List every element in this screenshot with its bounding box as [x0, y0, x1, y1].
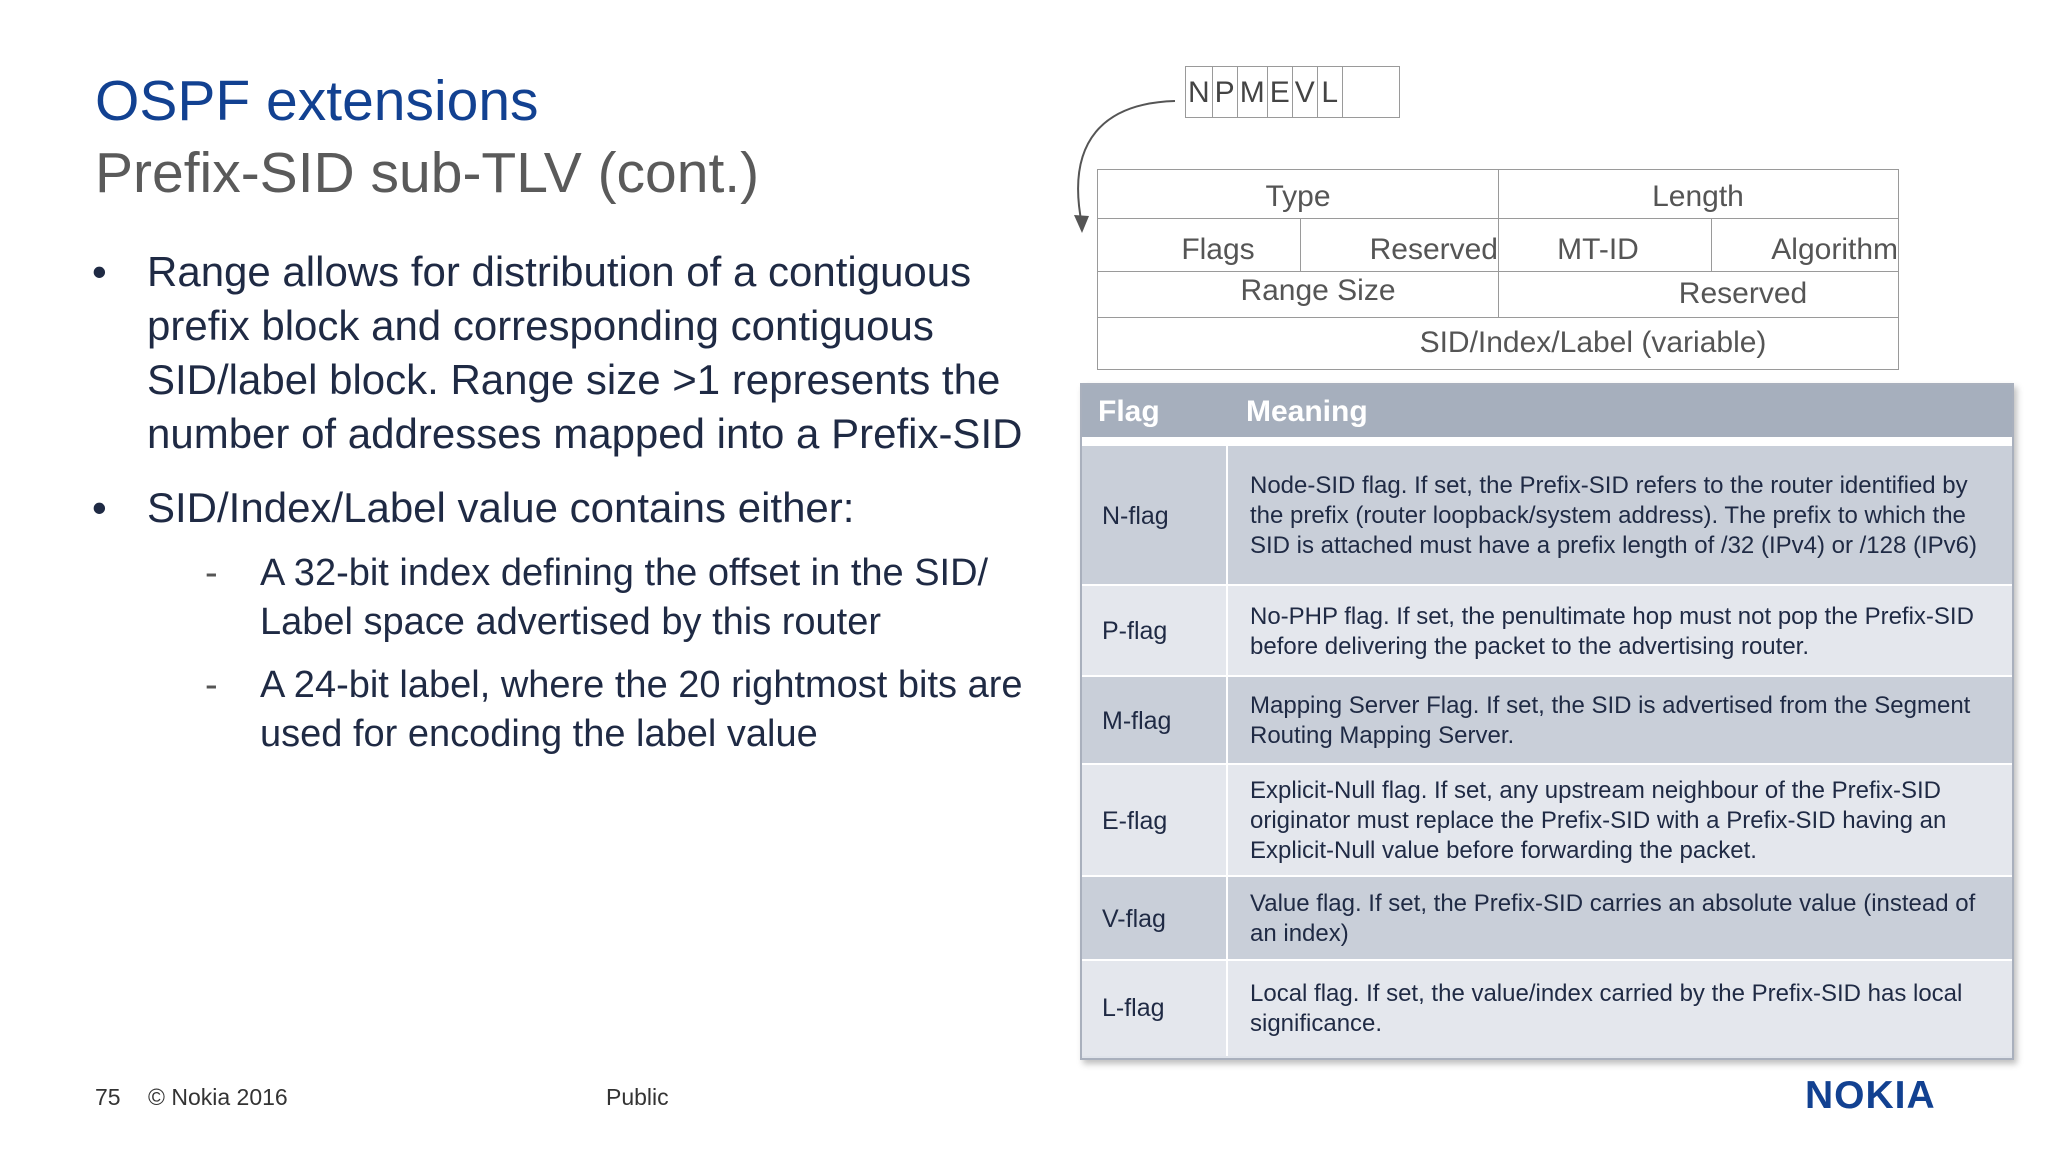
flag-bit-n: N [1186, 67, 1213, 117]
flag-bit-p: P [1213, 67, 1238, 117]
table-row [1082, 584, 2012, 677]
row-meaning: Mapping Server Flag. If set, the SID is advertised from the Segment Routing Mapping Server. [1250, 692, 1971, 749]
row-flag: N-flag [1082, 446, 1228, 586]
table-row [1082, 959, 2012, 1056]
sub-bullet-index [92, 549, 1052, 647]
tlv-algorithm: Algorithm [1771, 233, 1898, 266]
row-meaning: No-PHP flag. If set, the penultimate hop must not pop the Prefix-SID before delivering the packet to the advertising router. [1250, 602, 1974, 660]
row-meaning: Value flag. If set, the Prefix-SID carries an absolute value (instead of an index) [1250, 890, 1976, 947]
sub-bullet-dash: - [205, 552, 218, 594]
flag-bits-diagram [1185, 66, 1400, 118]
slide-title: OSPF extensions [95, 69, 539, 133]
table-row [1082, 875, 2012, 961]
row-flag: V-flag [1082, 877, 1228, 961]
copyright: © Nokia 2016 [148, 1084, 288, 1110]
classification-label: Public [606, 1084, 669, 1110]
flag-bit-v: V [1293, 67, 1318, 117]
flag-bit-m: M [1238, 67, 1268, 117]
tlv-sid-index-label: SID/Index/Label (variable) [1419, 326, 1767, 359]
bullet-list [92, 245, 1052, 759]
flag-bit-e: E [1268, 67, 1293, 117]
bullet-sid-value [92, 481, 1052, 535]
row-flag: L-flag [1082, 961, 1228, 1056]
flags-table [1080, 383, 2014, 1060]
sub-bullet-text: A 24-bit label, where the 20 rightmost bits are used for encoding the label value [260, 664, 1023, 755]
table-row [1082, 444, 2012, 586]
tlv-length: Length [1652, 180, 1744, 213]
tlv-range-size: Range Size [1240, 274, 1396, 307]
row-meaning: Explicit-Null flag. If set, any upstream neighbour of the Prefix-SID originator must replace the Prefix-SID with a Prefix-SID having an Explicit-Null value before forwarding the packet. [1250, 777, 1947, 864]
row-flag: E-flag [1082, 765, 1228, 877]
row-flag: P-flag [1082, 586, 1228, 677]
table-row [1082, 763, 2012, 877]
page-number: 75 [95, 1084, 121, 1110]
sub-bullet-dash: - [205, 664, 218, 706]
tlv-flags: Flags [1181, 233, 1255, 266]
bullet-dot: • [92, 484, 107, 531]
tlv-reserved: Reserved [1369, 233, 1498, 266]
bullet-range [92, 245, 1052, 461]
table-row [1082, 675, 2012, 765]
prefix-sid-tlv-diagram [1097, 169, 1899, 370]
row-meaning: Node-SID flag. If set, the Prefix-SID refers to the router identified by the prefix (router loopback/system address). The prefix to which the SID is attached must have a prefix length of /32 (IPv4) or /128 (IPv6) [1250, 472, 1978, 559]
row-meaning: Local flag. If set, the value/index carried by the Prefix-SID has local significance. [1250, 979, 1963, 1037]
nokia-logo: NOKIA [1805, 1074, 1936, 1117]
slide-subtitle: Prefix-SID sub-TLV (cont.) [95, 141, 760, 205]
bullet-text: SID/Index/Label value contains either: [147, 484, 855, 531]
flag-bit-unused [1343, 67, 1399, 117]
tlv-mt-id: MT-ID [1557, 233, 1639, 266]
sub-bullet-text: A 32-bit index defining the offset in the SID/ Label space advertised by this router [260, 552, 989, 643]
row-flag: M-flag [1082, 677, 1228, 765]
tlv-reserved-2: Reserved [1678, 277, 1808, 310]
tlv-type: Type [1265, 180, 1331, 213]
header-flag: Flag [1098, 395, 1160, 428]
bullet-text: Range allows for distribution of a contiguous prefix block and corresponding contiguous SID/label block. Range size >1 represents the number of addresses mapped into a Prefix-SID [147, 248, 1023, 457]
table-header [1082, 385, 2012, 437]
header-meaning: Meaning [1246, 395, 1368, 428]
sub-bullet-label [92, 661, 1052, 759]
bullet-dot: • [92, 248, 107, 295]
flag-bit-l: L [1318, 67, 1343, 117]
